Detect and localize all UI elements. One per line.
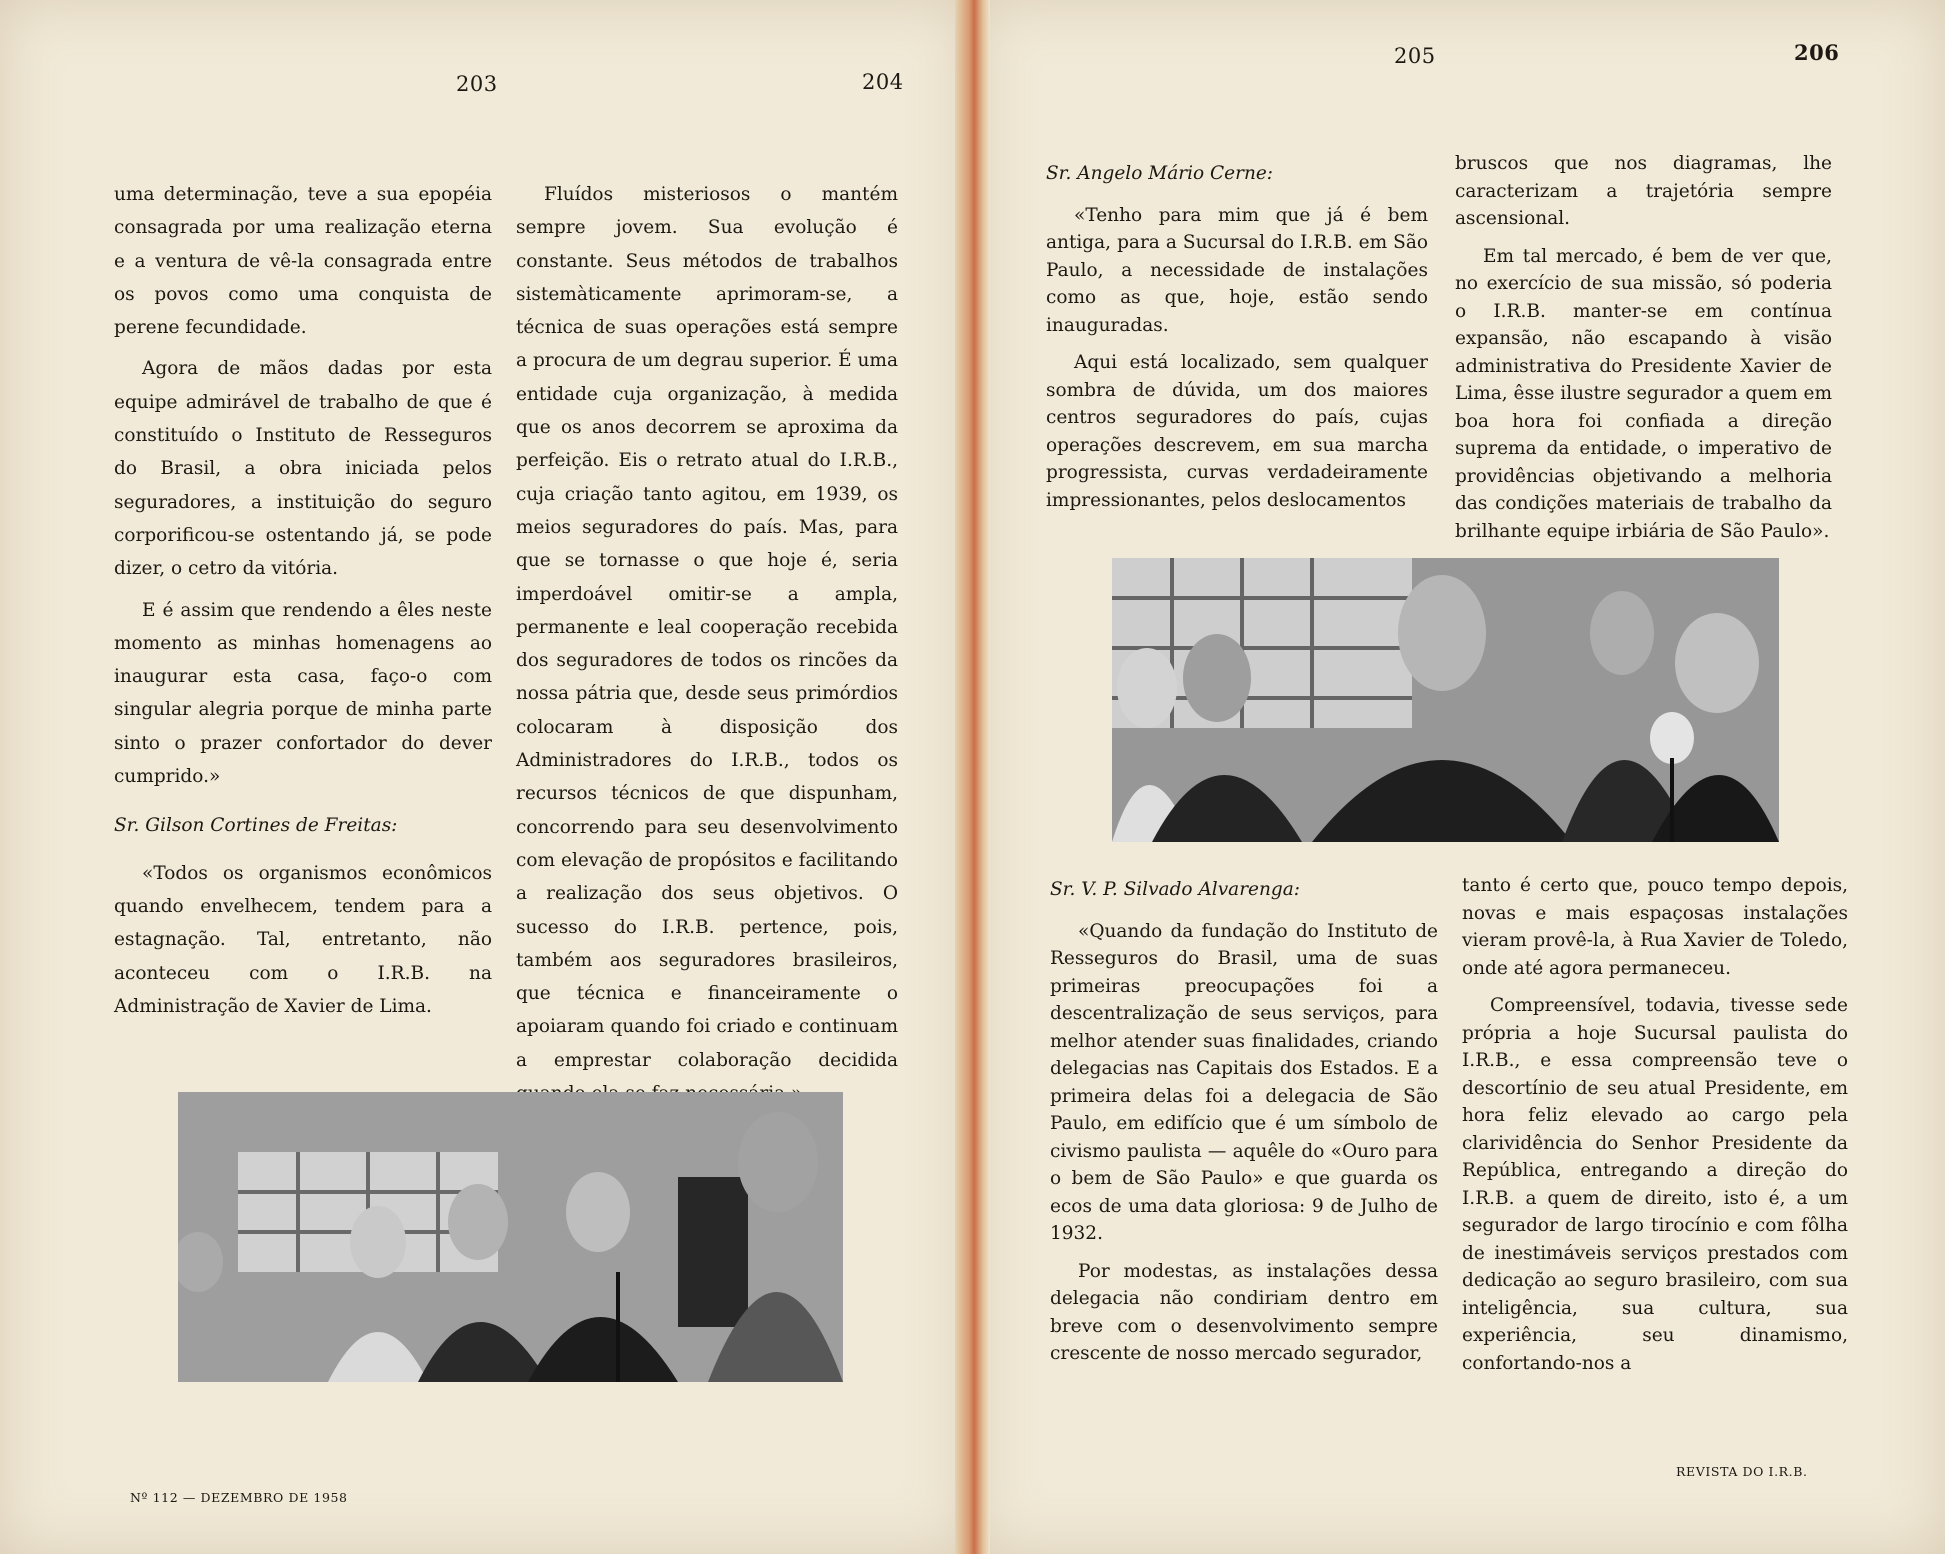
paragraph: tanto é certo que, pouco tempo depois, novas e mais espaçosas instalações vieram provê-la, à Rua Xavier de Toledo, onde até agora permaneceu. xyxy=(1462,875,1848,979)
column-4 xyxy=(1455,150,1832,555)
speaker-heading: Sr. V. P. Silvado Alvarenga: xyxy=(1050,879,1301,900)
paragraph: Em tal mercado, é bem de ver que, no exercício de sua missão, só poderia o I.R.B. manter-se em contínua expansão, não escapando à visão administrativa do Presidente Xavier de Lima, êsse ilustre segurador a quem em boa hora foi confiada a direção suprema da entidade, o imperativo de providências objetivando a melhoria das condições materiais de trabalho da brilhante equipe irbiária de São Paulo». xyxy=(1455,245,1832,542)
page-number-205: 205 xyxy=(1394,44,1436,68)
book-spine xyxy=(955,0,990,1554)
column-2 xyxy=(516,178,898,1118)
paragraph: uma determinação, teve a sua epopéia consagrada por uma realização eterna e a ventura de vê-la consagrada entre os povos como uma conquista de perene fecundidade. xyxy=(114,184,492,339)
paragraph: bruscos que nos diagramas, lhe caracterizam a trajetória sempre ascensional. xyxy=(1455,153,1832,229)
footer-issue-date: Nº 112 — DEZEMBRO DE 1958 xyxy=(130,1490,348,1505)
paragraph: Aqui está localizado, sem qualquer sombra de dúvida, um dos maiores centros seguradores do país, cujas operações descrevem, em sua marcha progressista, curvas verdadeiramente impressionantes, pelos deslocamentos xyxy=(1046,352,1428,511)
speaker-heading: Sr. Angelo Mário Cerne: xyxy=(1046,163,1274,184)
paragraph: «Todos os organismos econômicos quando envelhecem, tendem para a estagnação. Tal, entretanto, não aconteceu com o I.R.B. na Administração de Xavier de Lima. xyxy=(114,862,492,1017)
paragraph: «Tenho para mim que já é bem antiga, para a Sucursal do I.R.B. em São Paulo, a necessidade de instalações como as que, hoje, estão sendo inauguradas. xyxy=(1046,204,1428,336)
column-3 xyxy=(1046,160,1428,524)
paragraph: Por modestas, as instalações dessa delegacia não condiriam dentro em breve com o desenvolvimento sempre crescente de nosso mercado segurador, xyxy=(1050,1260,1438,1364)
page-number-203: 203 xyxy=(456,72,498,96)
paragraph: Agora de mãos dadas por esta equipe admirável de trabalho de que é constituído o Instituto de Resseguros do Brasil, a obra iniciada pelos seguradores, a instituição do seguro corporificou-se ostentando já, se pode dizer, o cetro da vitória. xyxy=(114,358,492,580)
footer-journal-name: REVISTA DO I.R.B. xyxy=(1676,1464,1808,1479)
photo-group-inauguration xyxy=(178,1092,843,1382)
column-6 xyxy=(1462,872,1848,1387)
column-1 xyxy=(114,178,492,1031)
paragraph: E é assim que rendendo a êles neste momento as minhas homenagens ao inaugurar esta casa, faço-o com singular alegria porque de minha parte sinto o prazer confortador do dever cumprido.» xyxy=(114,599,492,788)
speaker-heading: Sr. Gilson Cortines de Freitas: xyxy=(114,815,398,837)
page-number-204: 204 xyxy=(862,70,904,94)
page-number-206: 206 xyxy=(1794,40,1840,65)
photo-speakers-microphone xyxy=(1112,558,1779,842)
column-5 xyxy=(1050,876,1438,1378)
paragraph: Compreensível, todavia, tivesse sede própria a hoje Sucursal paulista do I.R.B., e essa compreensão teve o descortínio de seu atual Presidente, em hora feliz elevado ao cargo pela clarividência do Senhor Presidente da República, entregando a direção do I.R.B. a quem de direito, isto é, a um segurador de largo tirocínio e com fôlha de inestimáveis serviços prestados com dedicação ao seguro brasileiro, com sua inteligência, sua cultura, sua experiência, seu dinamismo, confortando-nos a xyxy=(1462,995,1848,1374)
paragraph: Fluídos misteriosos o mantém sempre jovem. Sua evolução é constante. Seus métodos de trabalhos sistemàticamente aprimoram-se, a técnica de suas operações está sempre a procura de um degrau superior. É uma entidade cuja organização, à medida que os anos decorrem se aproxima da perfeição. Eis o retrato atual do I.R.B., cuja criação tanto agitou, em 1939, os meios seguradores do país. Mas, para que se tornasse o que hoje é, seria imperdoável omitir-se a ampla, permanente e leal cooperação recebida dos seguradores de todos os rincões da nossa pátria que, desde seus primórdios colocaram à disposição dos Administradores do I.R.B., todos os recursos técnicos de que dispunham, concorrendo para seu desenvolvimento com elevação de propósitos e facilitando a realização dos seus objetivos. O sucesso do I.R.B. pertence, pois, também aos seguradores brasileiros, que técnica e financeiramente o apoiaram quando foi criado e continuam a emprestar colaboração decidida xyxy=(516,184,898,1071)
photo-illustration xyxy=(178,1092,843,1382)
paragraph: «Quando da fundação do Instituto de Resseguros do Brasil, uma de suas primeiras preocupações foi a descentralização de seus serviços, para melhor atender suas finalidades, criando delegacias nas Capitais dos Estados. E a primeira delas foi a delegacia de São Paulo, em edifício que é um símbolo de civismo paulista — aquêle do «Ouro para o bem de São Paulo» e que guarda os ecos de uma data gloriosa: 9 de Julho de 1932. xyxy=(1050,920,1438,1244)
photo-illustration xyxy=(1112,558,1779,842)
